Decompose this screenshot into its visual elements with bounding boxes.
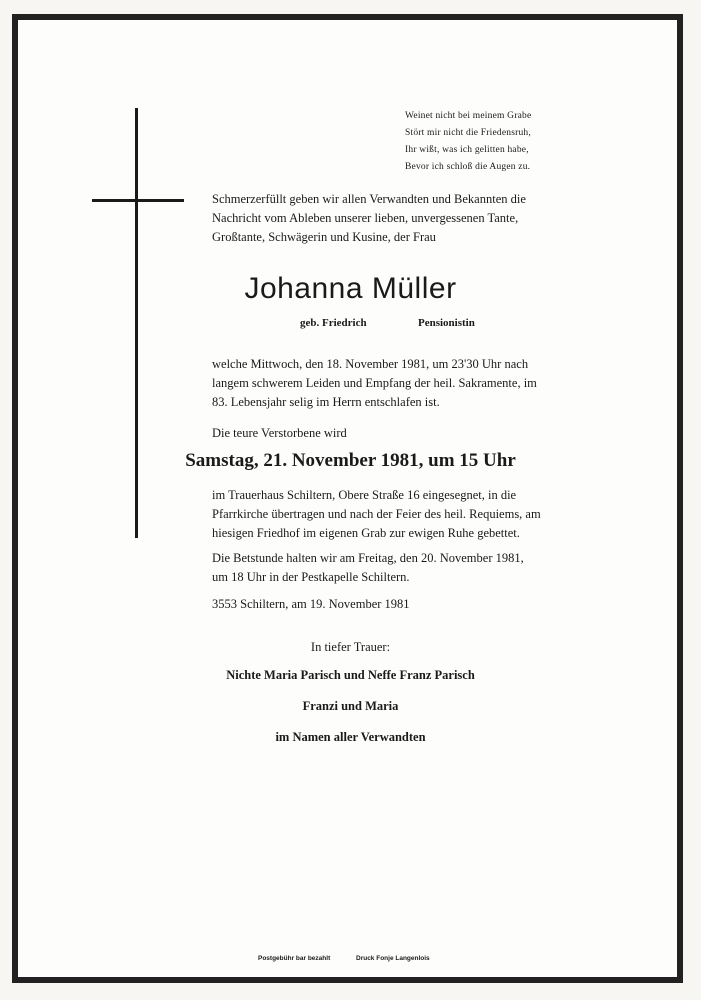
- intro-paragraph: [212, 190, 584, 247]
- intro-line: Schmerzerfüllt geben wir allen Verwandten und Bekannten die: [212, 192, 526, 206]
- prayer-line: Die Betstunde halten wir am Freitag, den 20. November 1981,: [212, 551, 524, 565]
- death-line: welche Mittwoch, den 18. November 1981, um 23'30 Uhr nach: [212, 357, 529, 371]
- death-line: 83. Lebensjahr selig im Herrn entschlafen ist.: [212, 395, 440, 409]
- occupation: Pensionistin: [418, 317, 475, 329]
- footer-printer: Druck Fonje Langenlois: [356, 955, 430, 962]
- poem-line: Ihr wißt, was ich gelitten habe,: [405, 145, 529, 155]
- funeral-date: Samstag, 21. November 1981, um 15 Uhr: [185, 450, 516, 471]
- maiden-name: geb. Friedrich: [300, 317, 367, 329]
- ceremony-line: im Trauerhaus Schiltern, Obere Straße 16 eingesegnet, in die: [212, 488, 517, 502]
- place-date: [212, 595, 584, 614]
- cross-icon-vertical: [135, 108, 138, 538]
- lead-text: [212, 424, 584, 443]
- ceremony-paragraph: [212, 486, 584, 543]
- poem: [405, 108, 531, 176]
- mourning-heading: In tiefer Trauer:: [310, 640, 391, 654]
- lead-line: Die teure Verstorbene wird: [212, 426, 347, 440]
- intro-line: Nachricht vom Ableben unserer lieben, unvergessenen Tante,: [212, 211, 519, 225]
- deceased-name: Johanna Müller: [244, 272, 457, 305]
- mourner-line: Franzi und Maria: [302, 699, 399, 713]
- poem-line: Stört mir nicht die Friedensruh,: [405, 128, 531, 138]
- death-paragraph: [212, 355, 584, 412]
- poem-line: Weinet nicht bei meinem Grabe: [405, 111, 532, 121]
- ceremony-line: hiesigen Friedhof im eigenen Grab zur ewigen Ruhe gebettet.: [212, 526, 520, 540]
- place-date-line: 3553 Schiltern, am 19. November 1981: [212, 597, 410, 611]
- footer-postage: Postgebühr bar bezahlt: [258, 955, 331, 962]
- mourner-line: Nichte Maria Parisch und Neffe Franz Parisch: [226, 668, 475, 682]
- cross-icon-horizontal: [92, 199, 184, 202]
- poem-line: Bevor ich schloß die Augen zu.: [405, 162, 531, 172]
- prayer-line: um 18 Uhr in der Pestkapelle Schiltern.: [212, 570, 410, 584]
- prayer-paragraph: [212, 549, 584, 587]
- death-line: langem schwerem Leiden und Empfang der heil. Sakramente, im: [212, 376, 537, 390]
- ceremony-line: Pfarrkirche übertragen und nach der Feier des heil. Requiems, am: [212, 507, 541, 521]
- mourner-line: im Namen aller Verwandten: [275, 730, 426, 744]
- intro-line: Großtante, Schwägerin und Kusine, der Frau: [212, 230, 436, 244]
